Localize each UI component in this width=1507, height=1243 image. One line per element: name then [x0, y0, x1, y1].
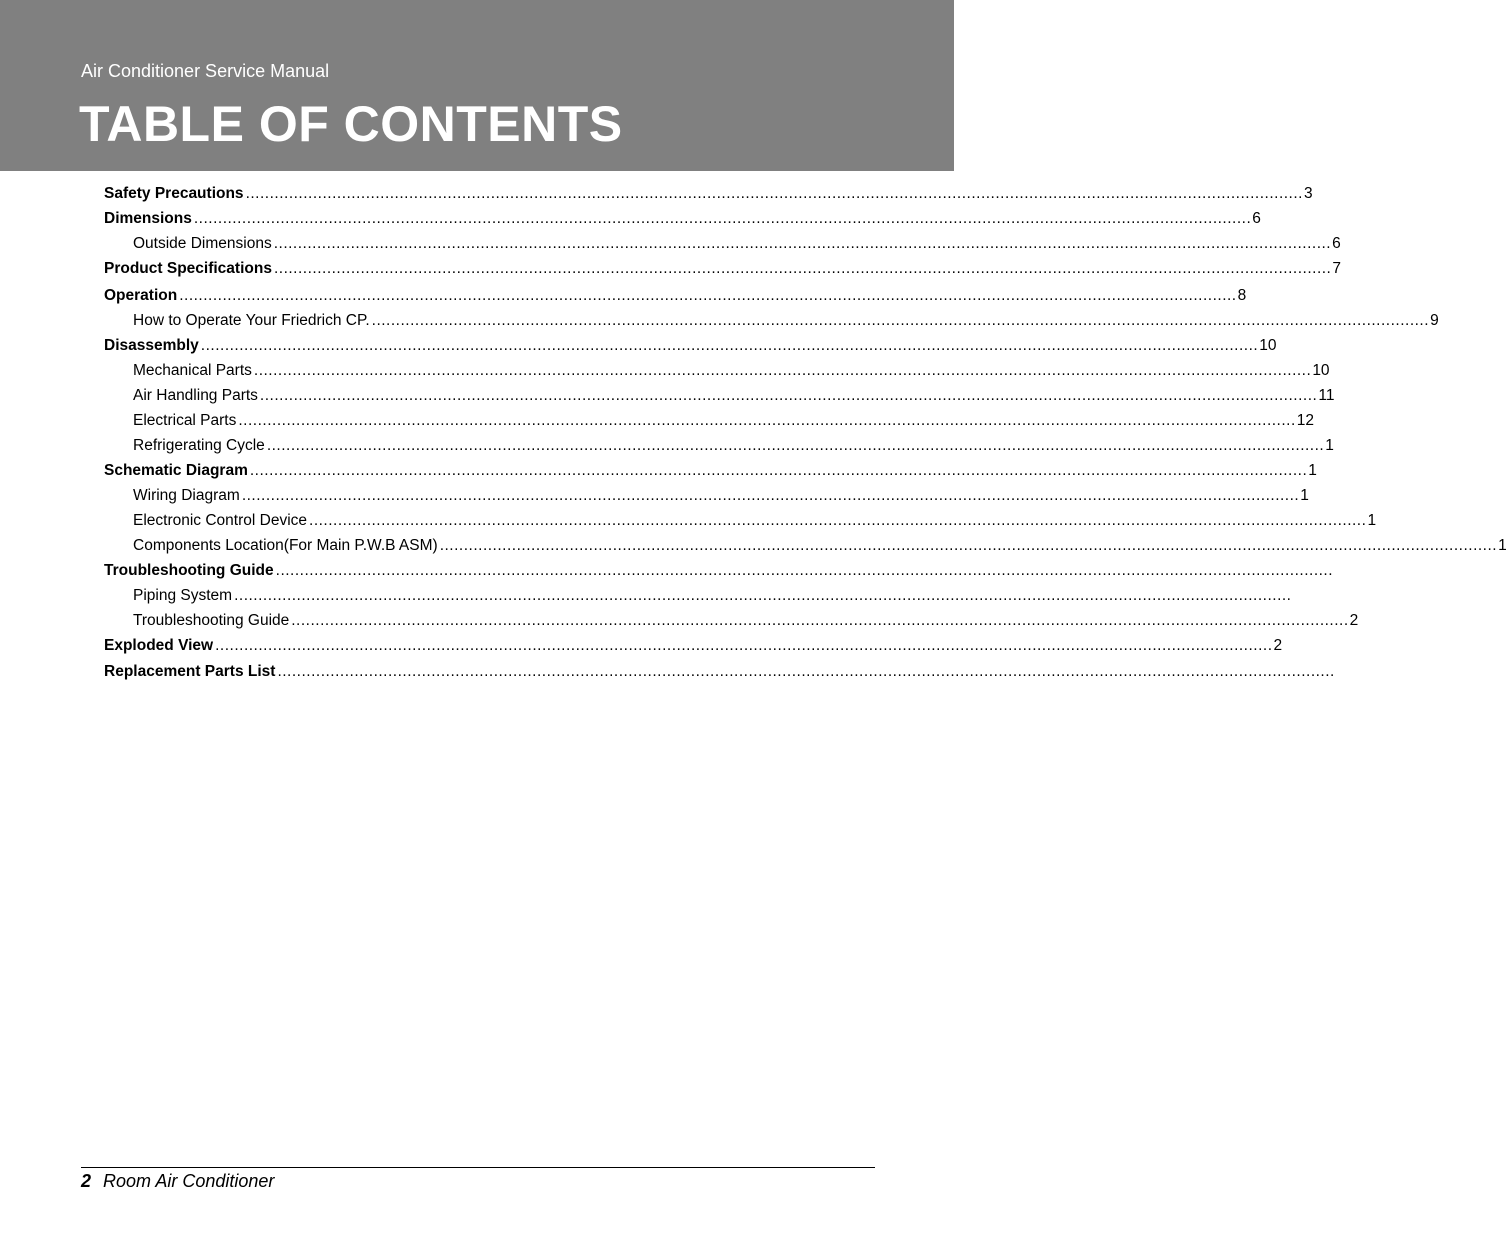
toc-section-row[interactable] — [104, 561, 1334, 581]
toc-entry-label: Dimensions — [104, 210, 192, 227]
toc-subsection-row[interactable] — [133, 436, 1334, 456]
toc-page-number: 6 — [1332, 235, 1341, 252]
toc-dot-leader: ............................................................................................................................................................................................................................ — [259, 387, 1318, 404]
toc-dot-leader: ............................................................................................................................................................................................................................ — [277, 663, 1335, 680]
toc-dot-leader: ............................................................................................................................................................................................................................ — [179, 287, 1237, 304]
toc-section-row[interactable] — [104, 336, 1277, 356]
toc-section-row[interactable] — [104, 662, 1335, 682]
toc-dot-leader: ............................................................................................................................................................................................................................ — [439, 537, 1498, 554]
toc-subsection-row[interactable] — [133, 411, 1315, 431]
toc-entry-label: Product Specifications — [104, 260, 272, 277]
toc-entry-label: Air Handling Parts — [133, 387, 258, 404]
toc-section-row[interactable] — [104, 184, 1313, 204]
toc-entry-label: Schematic Diagram — [104, 462, 248, 479]
toc-subsection-row[interactable] — [133, 234, 1341, 254]
toc-page-number: 1 — [1498, 537, 1507, 554]
toc-subsection-row[interactable] — [133, 611, 1359, 631]
toc-subsection-row[interactable] — [133, 586, 1292, 606]
page-title: TABLE OF CONTENTS — [79, 96, 623, 152]
manual-subtitle: Air Conditioner Service Manual — [81, 61, 330, 81]
toc-page-number: 10 — [1312, 362, 1330, 379]
toc-dot-leader: ............................................................................................................................................................................................................................ — [215, 637, 1273, 654]
toc-entry-label: Exploded View — [104, 637, 214, 654]
toc-page-number: 6 — [1252, 210, 1261, 227]
toc-entry-label: Refrigerating Cycle — [133, 437, 265, 454]
toc-section-row[interactable] — [104, 636, 1283, 656]
toc-page-number: 3 — [1303, 185, 1313, 202]
toc-section-row[interactable] — [104, 209, 1261, 229]
toc-dot-leader: ............................................................................................................................................................................................................................ — [241, 487, 1300, 504]
toc-dot-leader: ............................................................................................................................................................................................................................ — [291, 612, 1349, 629]
page-footer — [81, 1170, 274, 1192]
toc-page-number: 1 — [1367, 512, 1377, 529]
toc-subsection-row[interactable] — [133, 486, 1309, 506]
toc-entry-label: Mechanical Parts — [133, 362, 252, 379]
toc-entry-label: Safety Precautions — [104, 185, 244, 202]
toc-dot-leader: ............................................................................................................................................................................................................................ — [309, 512, 1367, 529]
toc-entry-label: Electrical Parts — [133, 412, 237, 429]
toc-page-number: 9 — [1430, 312, 1439, 329]
toc-page-number: 1 — [1325, 437, 1334, 454]
footer-title: Room Air Conditioner — [103, 1171, 275, 1191]
toc-dot-leader: ............................................................................................................................................................................................................................ — [266, 437, 1325, 454]
toc-dot-leader: ............................................................................................................................................................................................................................ — [275, 562, 1334, 579]
toc-dot-leader: ............................................................................................................................................................................................................................ — [200, 337, 1259, 354]
toc-dot-leader: ............................................................................................................................................................................................................................ — [238, 412, 1296, 429]
toc-entry-label: Troubleshooting Guide — [133, 612, 290, 629]
toc-entry-label: Operation — [104, 287, 178, 304]
toc-entry-label: Electronic Control Device — [133, 512, 308, 529]
toc-dot-leader: ............................................................................................................................................................................................................................ — [273, 235, 1332, 252]
toc-entry-label: Piping System — [133, 587, 233, 604]
toc-subsection-row[interactable] — [133, 311, 1439, 331]
toc-page-number: 2 — [1349, 612, 1359, 629]
toc-entry-label: Outside Dimensions — [133, 235, 272, 252]
toc-dot-leader: ............................................................................................................................................................................................................................ — [249, 462, 1308, 479]
toc-page-number: 7 — [1332, 260, 1341, 277]
toc-section-row[interactable] — [104, 286, 1247, 306]
toc-page-number: 8 — [1237, 287, 1247, 304]
toc-dot-leader: ............................................................................................................................................................................................................................ — [245, 185, 1303, 202]
toc-dot-leader: ............................................................................................................................................................................................................................ — [253, 362, 1312, 379]
toc-section-row[interactable] — [104, 259, 1341, 279]
footer-divider — [81, 1167, 875, 1168]
toc-dot-leader: ............................................................................................................................................................................................................................ — [371, 312, 1430, 329]
toc-entry-label: Wiring Diagram — [133, 487, 240, 504]
toc-entry-label: Troubleshooting Guide — [104, 562, 274, 579]
toc-dot-leader: ............................................................................................................................................................................................................................ — [193, 210, 1252, 227]
toc-dot-leader: ............................................................................................................................................................................................................................ — [273, 260, 1332, 277]
toc-subsection-row[interactable] — [133, 536, 1507, 556]
toc-page-number: 11 — [1318, 387, 1335, 404]
toc-page-number: 10 — [1259, 337, 1277, 354]
toc-entry-label: Components Location(For Main P.W.B ASM) — [133, 537, 438, 554]
toc-subsection-row[interactable] — [133, 386, 1335, 406]
toc-subsection-row[interactable] — [133, 361, 1330, 381]
toc-page-number: 2 — [1273, 637, 1283, 654]
toc-page-number: 12 — [1296, 412, 1315, 429]
toc-entry-label: How to Operate Your Friedrich CP. — [133, 312, 370, 329]
toc-page-number: 1 — [1308, 462, 1317, 479]
toc-entry-label: Disassembly — [104, 337, 199, 354]
toc-subsection-row[interactable] — [133, 511, 1377, 531]
toc-dot-leader: ............................................................................................................................................................................................................................ — [234, 587, 1292, 604]
toc-entry-label: Replacement Parts List — [104, 663, 276, 680]
footer-page-number: 2 — [81, 1171, 92, 1191]
toc-page-number: 1 — [1300, 487, 1309, 504]
toc-section-row[interactable] — [104, 461, 1317, 481]
